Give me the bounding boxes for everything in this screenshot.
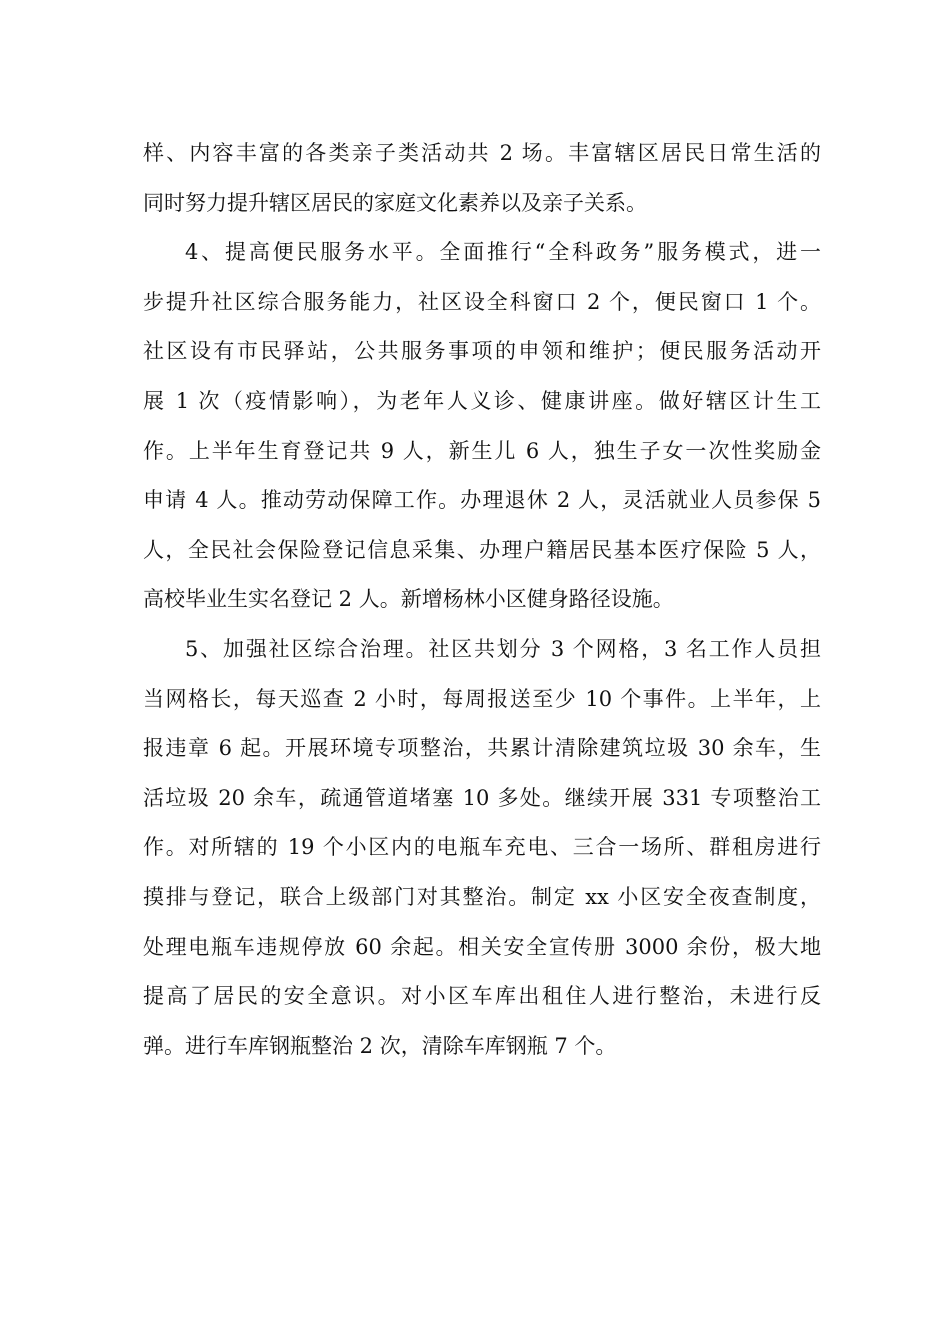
text-line: 作。对所辖的 19 个小区内的电瓶车充电、三合一场所、群租房进行 xyxy=(143,835,821,860)
text-line: 4、提高便民服务水平。全面推行“全科政务”服务模式，进一 xyxy=(185,240,821,265)
text-line: 申请 4 人。推动劳动保障工作。办理退休 2 人，灵活就业人员参保 5 xyxy=(143,488,821,513)
text-line: 活垃圾 20 余车，疏通管道堵塞 10 多处。继续开展 331 专项整治工 xyxy=(143,785,821,810)
text-line: 处理电瓶车违规停放 60 余起。相关安全宣传册 3000 余份，极大地 xyxy=(143,934,821,959)
text-line: 提高了居民的安全意识。对小区车库出租住人进行整治，未进行反 xyxy=(143,984,821,1009)
text-line: 报违章 6 起。开展环境专项整治，共累计清除建筑垃圾 30 余车，生 xyxy=(143,736,821,761)
text-line: 展 1 次（疫情影响），为老年人义诊、健康讲座。做好辖区计生工 xyxy=(143,388,821,413)
text-line: 社区设有市民驿站，公共服务事项的申领和维护；便民服务活动开 xyxy=(143,339,821,364)
text-line: 步提升社区综合服务能力，社区设全科窗口 2 个，便民窗口 1 个。 xyxy=(143,289,821,314)
paragraph-convenience-services xyxy=(143,228,821,625)
paragraph-activities xyxy=(143,129,821,228)
text-line: 弹。进行车库钢瓶整治 2 次，清除车库钢瓶 7 个。 xyxy=(143,1033,617,1058)
text-line: 摸排与登记，联合上级部门对其整治。制定 xx 小区安全夜查制度， xyxy=(143,884,821,909)
text-line: 样、内容丰富的各类亲子类活动共 2 场。丰富辖区居民日常生活的 xyxy=(143,141,821,165)
text-line: 同时努力提升辖区居民的家庭文化素养以及亲子关系。 xyxy=(143,190,647,215)
text-line: 当网格长，每天巡查 2 小时，每周报送至少 10 个事件。上半年，上 xyxy=(143,686,821,711)
text-line: 作。上半年生育登记共 9 人，新生儿 6 人，独生子女一次性奖励金 xyxy=(143,438,821,463)
paragraph-community-governance xyxy=(143,625,821,1071)
document-body xyxy=(143,129,821,1071)
text-line: 高校毕业生实名登记 2 人。新增杨林小区健身路径设施。 xyxy=(143,587,674,612)
text-line: 5、加强社区综合治理。社区共划分 3 个网格，3 名工作人员担 xyxy=(185,636,821,661)
text-line: 人，全民社会保险登记信息采集、办理户籍居民基本医疗保险 5 人， xyxy=(143,537,821,562)
